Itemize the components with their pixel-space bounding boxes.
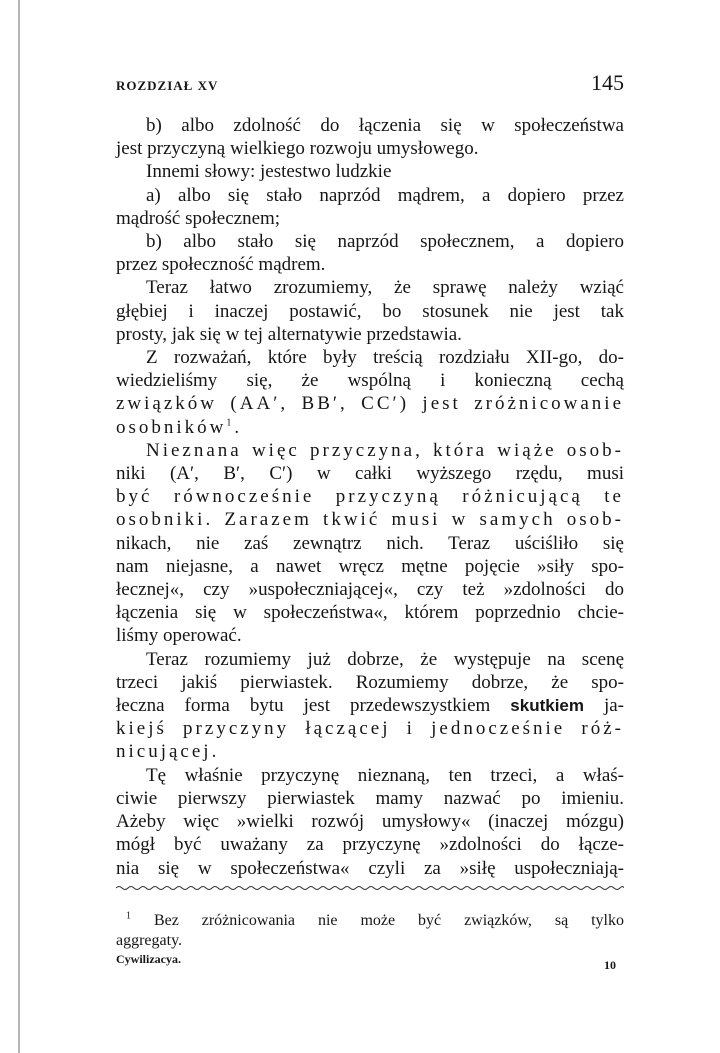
footnote-text: Bez zróżnicowania nie może być związków, są tylko [153,912,624,929]
text-line: nikach, nie zaś zewnątrz nich. Teraz uściśliło się [116,532,624,554]
text-line: łączenia się w społeczeństwa«, którem poprzednio chcie- [116,602,624,624]
text-line: łecznej«, czy »uspołeczniającej«, czy też »zdolności do [116,579,624,601]
text-line: osobniki. Zarazem tkwić musi w samych osob- [116,509,624,531]
text-line: nam niejasne, a nawet wręcz mętne pojęcie »siły spo- [116,555,624,577]
text-line: jest przyczyną wielkiego rozwoju umysłowego. [116,138,479,160]
text-line: głębiej i inaczej postawić, bo stosunek nie jest tak [116,300,624,322]
spaced-word: osobników [116,416,227,438]
text-line: nicującej. [116,741,220,763]
text-line: b) albo stało się naprzód społecznem, a dopiero [146,231,624,253]
text-line: liśmy operować. [116,625,242,647]
signature-mark: 10 [604,958,616,972]
text-line: trzeci jakiś pierwiastek. Rozumiemy dobrze, że spo- [116,671,624,693]
text-line [116,694,624,717]
page-number: 145 [591,70,624,95]
text-line: nia się w społeczeństwa« czyli za »siłę uspołeczniają- [116,857,624,879]
text-line: być równocześnie przyczyną różnicującą te [116,486,624,508]
text-line: Nieznana więc przyczyna, która wiąże osob- [146,439,624,461]
footnote-marker: 1 [126,910,131,922]
footnote-line: aggregaty. [116,932,183,949]
text-line: Teraz łatwo zrozumiemy, że sprawę należy wziąć [146,277,624,299]
footnote-rule [116,884,624,892]
text-line: mądrość społecznem; [116,207,281,229]
text-line: mógł być uważany za przyczynę »zdolności do łącze- [116,834,624,856]
text-line: przez społeczność mądrem. [116,254,326,276]
text-line: prosty, jak się w tej alternatywie przedstawia. [116,323,462,345]
text-line: a) albo się stało naprzód mądrem, a dopiero przez [146,184,624,206]
text-line: Innemi słowy: jestestwo ludzkie [146,161,392,183]
page-header [116,70,624,100]
footnote-reference: 1 [226,417,235,429]
text-line: osobników$^1$. [116,416,243,438]
page-edge-line [18,0,20,1053]
text-line: Ażeby więc »wielki rozwój umysłowy« (inaczej mózgu) [116,811,624,833]
text-line: Tę właśnie przyczynę nieznaną, ten trzeci, a właś- [146,764,624,786]
footnote [116,911,624,951]
footnote-line [116,911,624,931]
text-line: wiedzieliśmy się, że wspólną i konieczną cechą [116,370,624,392]
text-line: Z rozważań, które były treścią rozdziału XII-go, do- [146,347,624,369]
book-label: Cywilizacya. [116,952,181,966]
running-head: ROZDZIAŁ XV [116,78,219,93]
text-line: b) albo zdolność do łączenia się w społeczeństwa [146,115,624,136]
text-segment: ja- [603,695,625,717]
text-line: kiejś przyczyny łączącej i jednocześnie róż- [116,718,624,740]
text-line: niki (A′, B′, C′) w całki wyższego rzędu, musi [116,463,624,485]
text-line: Teraz rozumiemy już dobrze, że występuje na scenę [146,648,624,670]
body-text [116,114,624,880]
text-line: związków (AA′, BB′, CC′) jest zróżnicowanie [116,393,624,415]
bold-word: skutkiem [510,696,584,716]
text-line: ciwie pierwszy pierwiastek mamy nazwać po imieniu. [116,787,624,809]
text-segment: łeczna forma bytu jest przedewszystkiem [116,695,491,717]
